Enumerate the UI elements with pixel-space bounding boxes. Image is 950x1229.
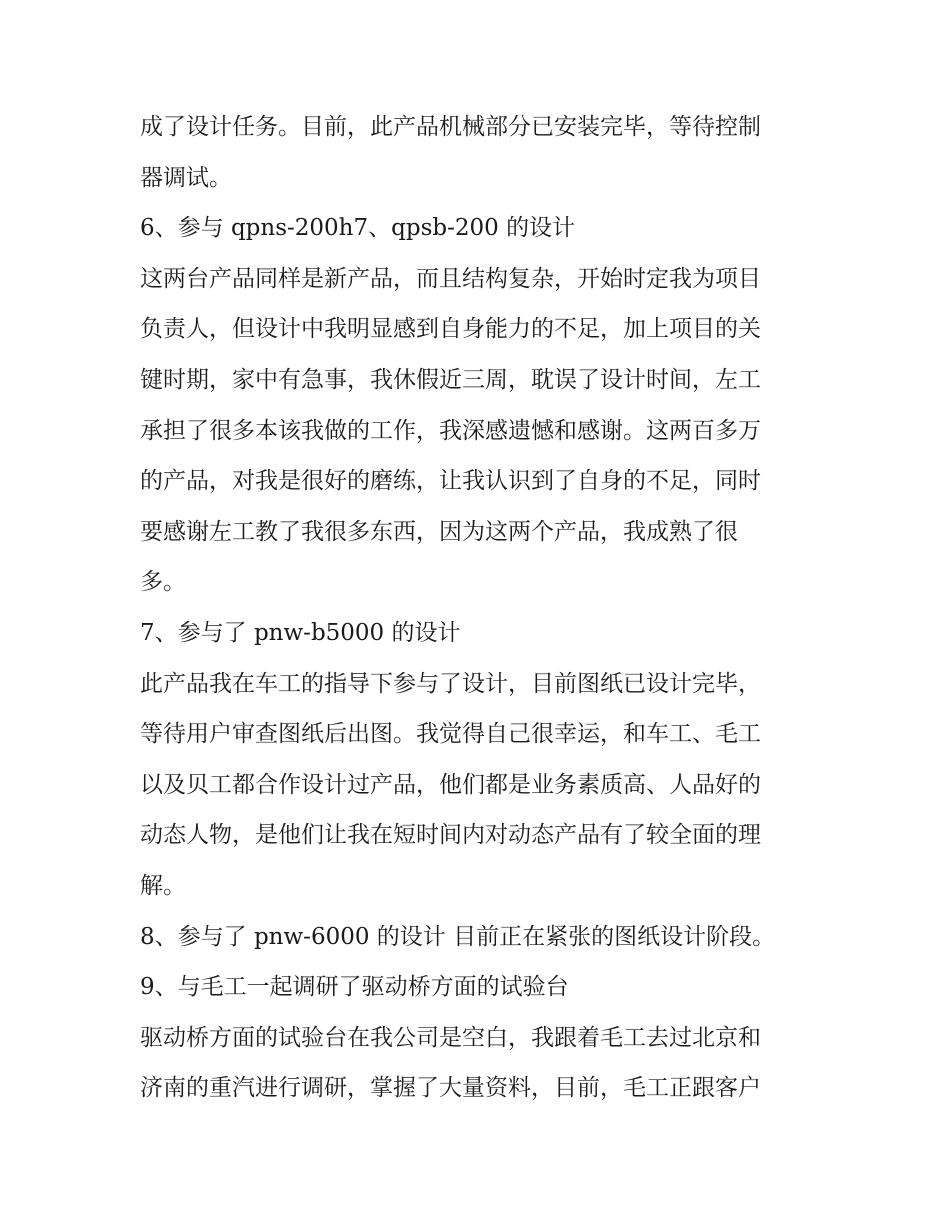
paragraph-line: 济南的重汽进行调研，掌握了大量资料，目前，毛工正跟客户 [140, 1075, 761, 1102]
section-heading: 8、参与了 pnw-6000 的设计 目前正在紧张的图纸设计阶段。 [140, 923, 776, 950]
paragraph-line: 要感谢左工教了我很多东西，因为这两个产品，我成熟了很 [140, 518, 738, 545]
paragraph-line: 承担了很多本该我做的工作，我深感遗憾和感谢。这两百多万 [140, 417, 761, 444]
paragraph-line: 的产品，对我是很好的磨练，让我认识到了自身的不足，同时 [140, 468, 761, 495]
paragraph-line: 器调试。 [140, 164, 232, 191]
section-heading: 9、与毛工一起调研了驱动桥方面的试验台 [140, 974, 569, 1001]
paragraph-line: 成了设计任务。目前，此产品机械部分已安装完毕，等待控制 [140, 114, 761, 140]
paragraph-line: 驱动桥方面的试验台在我公司是空白，我跟着毛工去过北京和 [140, 1024, 761, 1051]
paragraph-line: 多。 [140, 569, 186, 596]
paragraph-line: 负责人，但设计中我明显感到自身能力的不足，加上项目的关 [140, 316, 761, 343]
paragraph-line: 解。 [140, 872, 186, 899]
paragraph-line: 以及贝工都合作设计过产品，他们都是业务素质高、人品好的 [140, 771, 761, 798]
paragraph-line: 此产品我在车工的指导下参与了设计，目前图纸已设计完毕， [140, 670, 761, 697]
paragraph-line: 键时期，家中有急事，我休假近三周，耽误了设计时间，左工 [140, 366, 761, 393]
document-body [140, 102, 820, 1114]
section-heading: 7、参与了 pnw-b5000 的设计 [140, 619, 461, 646]
paragraph-line: 动态人物，是他们让我在短时间内对动态产品有了较全面的理 [140, 822, 761, 849]
paragraph-line: 这两台产品同样是新产品，而且结构复杂，开始时定我为项目 [140, 265, 761, 292]
paragraph-line: 等待用户审查图纸后出图。我觉得自己很幸运，和车工、毛工 [140, 721, 761, 748]
section-heading: 6、参与 qpns-200h7、qpsb-200 的设计 [140, 215, 576, 242]
